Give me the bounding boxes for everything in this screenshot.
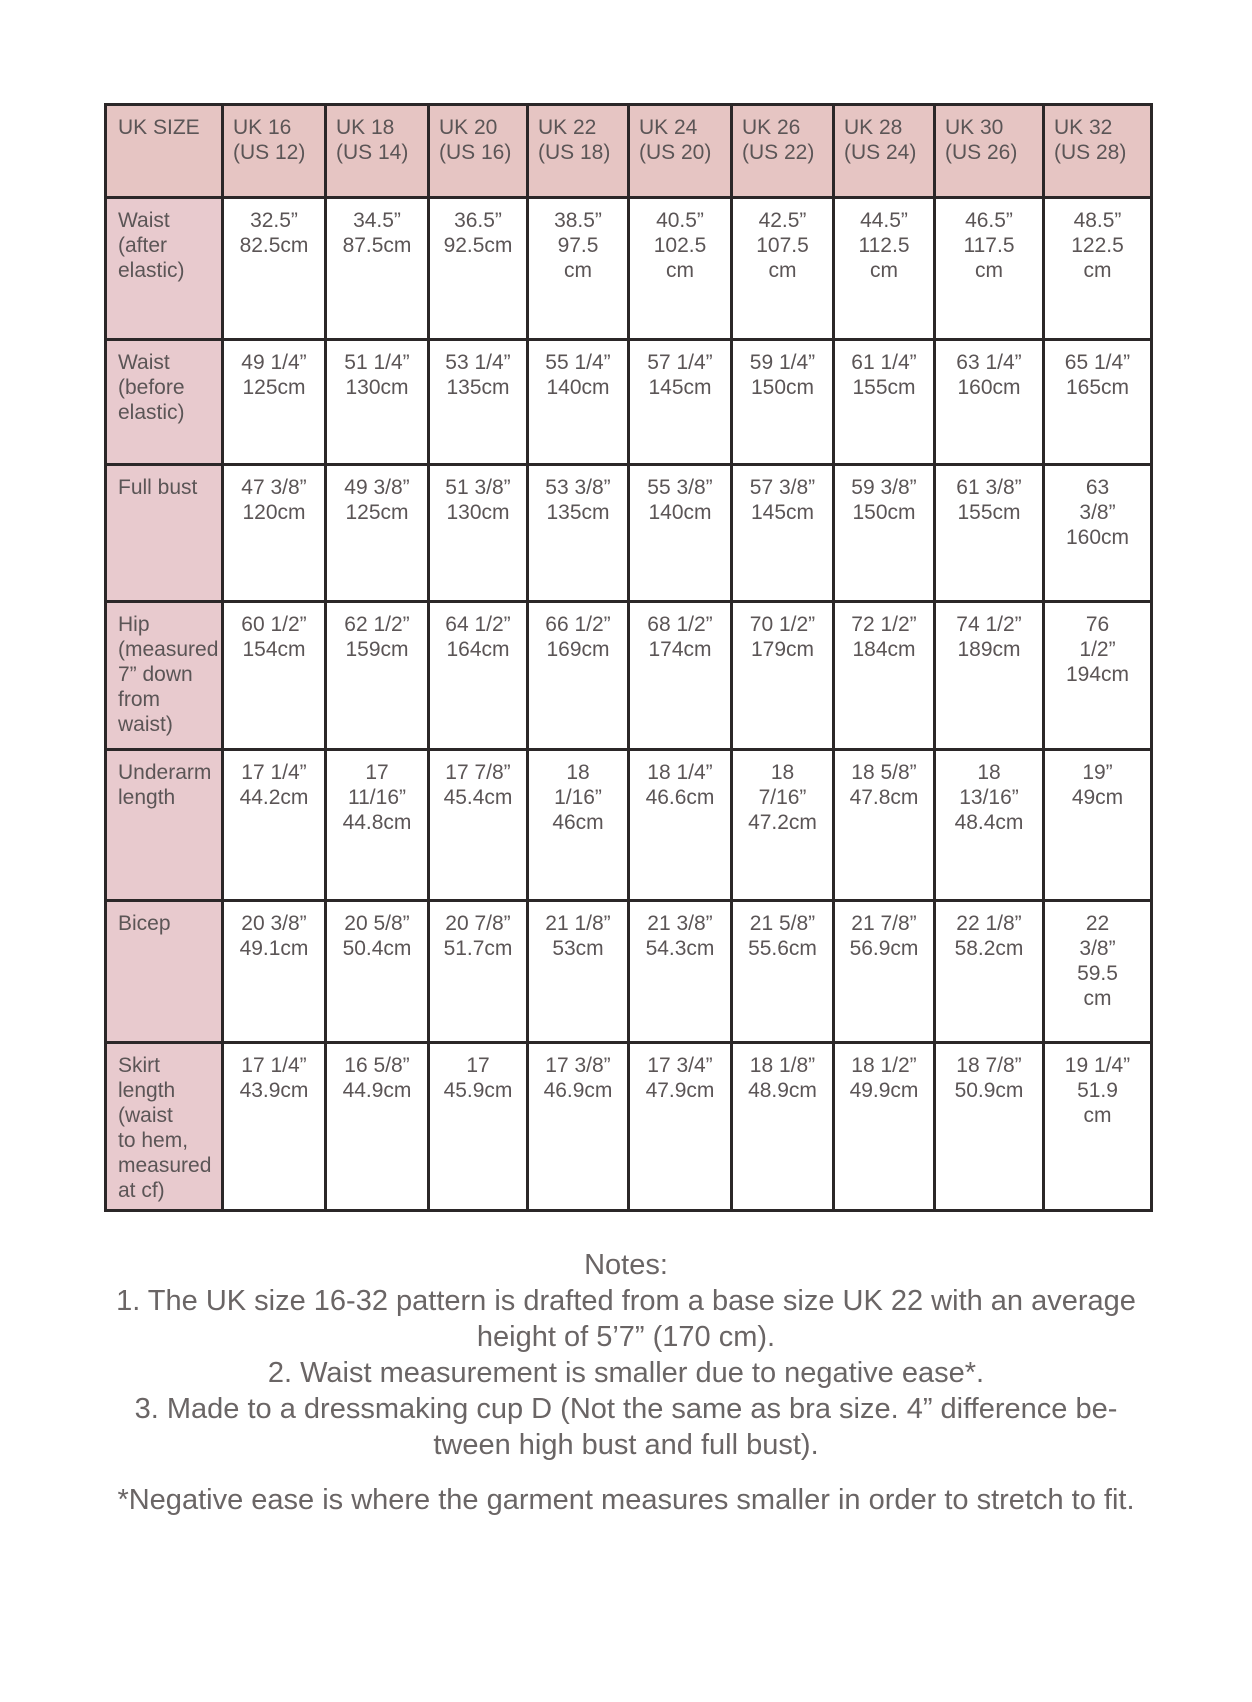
measurement-value: 169cm — [546, 638, 610, 661]
measurement-cell — [629, 602, 732, 750]
measurement-value: 46.9cm — [543, 1079, 613, 1102]
measurement-cell — [528, 602, 629, 750]
measurement-cell — [1044, 1043, 1152, 1211]
measurement-cell — [834, 901, 935, 1043]
measurement-row — [106, 465, 1152, 602]
measurement-value: cm — [870, 259, 898, 282]
measurement-value: cm — [564, 259, 592, 282]
measurement-value: 58.2cm — [954, 937, 1024, 960]
measurement-row — [106, 198, 1152, 340]
measurement-value: 74 1/2” — [956, 613, 1022, 636]
measurement-cell — [429, 340, 528, 465]
measurement-value: 49 3/8” — [344, 476, 410, 499]
row-label-line: (waist — [118, 1104, 173, 1127]
measurement-cell — [732, 750, 834, 901]
size-header — [326, 105, 429, 198]
measurement-cell — [732, 198, 834, 340]
measurement-value: 7/16” — [758, 786, 807, 809]
measurement-cell — [326, 1043, 429, 1211]
measurement-value: 21 5/8” — [749, 912, 816, 935]
measurement-row — [106, 602, 1152, 750]
row-label-line: Waist — [118, 209, 170, 232]
measurement-value: 51 1/4” — [344, 351, 410, 374]
measurement-value: 20 3/8” — [241, 912, 307, 935]
measurement-value: 16 5/8” — [344, 1054, 410, 1077]
measurement-value: 53 1/4” — [445, 351, 511, 374]
row-label — [106, 1043, 223, 1211]
measurement-value: 21 7/8” — [851, 912, 917, 935]
measurement-value: 49.1cm — [239, 937, 309, 960]
measurement-value: 122.5 — [1071, 234, 1124, 257]
row-label-line: (after — [118, 234, 168, 257]
measurement-value: 66 1/2” — [545, 613, 611, 636]
measurement-value: 17 1/4” — [241, 761, 307, 784]
measurement-cell — [629, 901, 732, 1043]
row-label-line: at cf) — [118, 1179, 165, 1202]
size-header — [732, 105, 834, 198]
measurement-cell — [429, 465, 528, 602]
measurement-value: 47.9cm — [645, 1079, 715, 1102]
measurement-cell — [429, 750, 528, 901]
measurement-value: 63 — [1085, 476, 1110, 499]
measurement-value: 70 1/2” — [749, 613, 816, 636]
size-header-line: UK 18 — [336, 116, 395, 139]
measurement-cell — [326, 901, 429, 1043]
row-label — [106, 602, 223, 750]
measurement-value: 65 1/4” — [1064, 351, 1131, 374]
measurement-value: 54.3cm — [645, 937, 715, 960]
measurement-cell — [834, 340, 935, 465]
measurement-value: 47.8cm — [849, 786, 919, 809]
measurement-cell — [528, 340, 629, 465]
measurement-cell — [1044, 750, 1152, 901]
measurement-cell — [732, 901, 834, 1043]
measurement-cell — [223, 901, 326, 1043]
size-header — [834, 105, 935, 198]
row-label-line: Waist — [118, 351, 170, 374]
measurement-value: 17 3/8” — [545, 1054, 611, 1077]
measurement-cell — [528, 465, 629, 602]
measurement-value: 47 3/8” — [241, 476, 307, 499]
measurement-cell — [223, 602, 326, 750]
measurement-value: 19 1/4” — [1064, 1054, 1131, 1077]
measurement-value: cm — [1083, 987, 1112, 1010]
measurement-value: 57 1/4” — [647, 351, 713, 374]
measurement-value: 64 1/2” — [445, 613, 511, 636]
size-header-line: (US 18) — [538, 141, 611, 164]
size-header-line: (US 20) — [639, 141, 712, 164]
measurement-value: 140cm — [648, 501, 712, 524]
measurement-cell — [834, 750, 935, 901]
row-label — [106, 465, 223, 602]
size-header-line: UK 20 — [439, 116, 498, 139]
measurement-value: 46.6cm — [645, 786, 715, 809]
measurement-value: 20 5/8” — [344, 912, 410, 935]
row-label-line: measured — [118, 1154, 212, 1177]
measurement-value: 92.5cm — [443, 234, 513, 257]
measurement-value: 11/16” — [348, 786, 406, 809]
measurement-row — [106, 1043, 1152, 1211]
measurement-value: 22 — [1085, 912, 1110, 935]
size-header — [1044, 105, 1152, 198]
note-line: height of 5’7” (170 cm). — [476, 1321, 776, 1353]
measurement-cell — [629, 198, 732, 340]
size-header — [528, 105, 629, 198]
measurement-cell — [935, 750, 1044, 901]
measurement-value: 22 1/8” — [956, 912, 1022, 935]
measurement-cell — [326, 602, 429, 750]
measurement-value: 32.5” — [250, 209, 298, 232]
measurement-cell — [528, 750, 629, 901]
measurement-cell — [935, 1043, 1044, 1211]
measurement-cell — [429, 602, 528, 750]
row-label-line: 7” down — [118, 663, 193, 686]
measurement-value: 43.9cm — [239, 1079, 309, 1102]
row-label-line: to hem, — [118, 1129, 189, 1152]
measurement-value: 145cm — [648, 376, 712, 399]
measurement-value: 107.5 — [756, 234, 809, 257]
measurement-value: 49.9cm — [849, 1079, 919, 1102]
measurement-value: 51.7cm — [443, 937, 513, 960]
header-label: UK SIZE — [106, 105, 223, 198]
measurement-value: 50.4cm — [342, 937, 412, 960]
measurement-value: 165cm — [1065, 376, 1130, 399]
size-header-line: UK 32 — [1054, 116, 1113, 139]
measurement-value: 21 1/8” — [545, 912, 611, 935]
row-label — [106, 198, 223, 340]
measurement-cell — [326, 340, 429, 465]
row-label-line: Underarm — [118, 761, 212, 784]
measurement-value: 44.2cm — [239, 786, 309, 809]
measurement-value: 36.5” — [454, 209, 502, 232]
measurement-value: 53cm — [552, 937, 604, 960]
measurement-value: 184cm — [852, 638, 916, 661]
row-label-line: Skirt — [118, 1054, 160, 1077]
size-header — [629, 105, 732, 198]
measurement-value: 59 3/8” — [851, 476, 917, 499]
measurement-value: 17 3/4” — [647, 1054, 713, 1077]
measurement-value: 18 — [977, 761, 1001, 784]
measurement-value: 18 1/2” — [851, 1054, 917, 1077]
measurement-cell — [935, 901, 1044, 1043]
row-label-line: length — [118, 786, 176, 809]
measurement-cell — [834, 1043, 935, 1211]
header-row — [106, 105, 1152, 198]
footnote: *Negative ease is where the garment measures smaller in order to stretch to fit. — [117, 1484, 1135, 1516]
measurement-value: 1/2” — [1079, 638, 1116, 661]
measurement-cell — [528, 1043, 629, 1211]
row-label-line: elastic) — [118, 259, 185, 282]
measurement-cell — [935, 340, 1044, 465]
measurement-cell — [834, 602, 935, 750]
size-header-line: (US 24) — [844, 141, 917, 164]
measurement-value: 120cm — [242, 501, 306, 524]
measurement-value: 135cm — [546, 501, 610, 524]
measurement-value: 194cm — [1065, 663, 1130, 686]
measurement-value: 97.5 — [557, 234, 599, 257]
measurement-value: 51 3/8” — [445, 476, 511, 499]
measurement-value: 53 3/8” — [545, 476, 611, 499]
measurement-cell — [732, 1043, 834, 1211]
measurement-value: 13/16” — [959, 786, 1019, 809]
measurement-value: 55.6cm — [748, 937, 817, 960]
measurement-value: 154cm — [242, 638, 306, 661]
notes-title: Notes: — [584, 1249, 668, 1281]
measurement-cell — [935, 602, 1044, 750]
row-label-line: Full bust — [118, 476, 198, 499]
size-header-line: UK 26 — [742, 116, 801, 139]
measurement-value: 155cm — [852, 376, 916, 399]
size-header-line: UK 28 — [844, 116, 903, 139]
measurement-cell — [223, 750, 326, 901]
measurement-value: 164cm — [446, 638, 510, 661]
measurement-cell — [834, 465, 935, 602]
measurement-value: 18 1/4” — [647, 761, 713, 784]
measurement-value: 150cm — [852, 501, 916, 524]
note-line: 3. Made to a dressmaking cup D (Not the same as bra size. 4” difference be- — [134, 1393, 1118, 1425]
measurement-value: 18 7/8” — [956, 1054, 1022, 1077]
measurement-cell — [935, 198, 1044, 340]
measurement-value: 17 7/8” — [445, 761, 511, 784]
measurement-cell — [223, 1043, 326, 1211]
size-header — [429, 105, 528, 198]
measurement-cell — [528, 198, 629, 340]
measurement-value: 17 1/4” — [241, 1054, 307, 1077]
measurement-value: 48.9cm — [748, 1079, 817, 1102]
measurement-row — [106, 750, 1152, 901]
measurement-cell — [732, 340, 834, 465]
measurement-cell — [732, 465, 834, 602]
size-header-line: UK 16 — [233, 116, 292, 139]
size-header-line: UK 22 — [538, 116, 597, 139]
row-label — [106, 750, 223, 901]
measurement-cell — [732, 602, 834, 750]
measurement-value: 44.9cm — [342, 1079, 412, 1102]
measurement-value: 72 1/2” — [851, 613, 917, 636]
measurement-value: 17 — [466, 1054, 490, 1077]
measurement-cell — [1044, 901, 1152, 1043]
measurement-value: cm — [666, 259, 694, 282]
measurement-cell — [429, 1043, 528, 1211]
measurement-cell — [223, 340, 326, 465]
measurement-cell — [326, 750, 429, 901]
size-header-line: (US 28) — [1054, 141, 1127, 164]
measurement-value: 46.5” — [965, 209, 1013, 232]
measurement-value: 49cm — [1071, 786, 1124, 809]
measurement-value: cm — [1083, 1104, 1112, 1127]
row-label-line: (measured — [118, 638, 219, 661]
measurement-value: 17 — [365, 761, 389, 784]
measurement-cell — [935, 465, 1044, 602]
measurement-cell — [629, 465, 732, 602]
measurement-value: 125cm — [242, 376, 306, 399]
measurement-value: 82.5cm — [239, 234, 309, 257]
measurement-value: 57 3/8” — [749, 476, 816, 499]
row-label-line: length — [118, 1079, 176, 1102]
measurement-value: 61 1/4” — [851, 351, 917, 374]
measurement-value: 87.5cm — [342, 234, 412, 257]
measurement-value: 59 1/4” — [749, 351, 816, 374]
size-header-line: UK 24 — [639, 116, 698, 139]
measurement-value: 47.2cm — [748, 811, 817, 834]
measurement-cell — [1044, 465, 1152, 602]
measurement-value: 68 1/2” — [647, 613, 713, 636]
size-chart-table — [104, 103, 1153, 1212]
measurement-value: 51.9 — [1077, 1079, 1118, 1102]
measurement-value: 117.5 — [963, 234, 1015, 257]
size-header — [223, 105, 326, 198]
measurement-value: 3/8” — [1079, 501, 1116, 524]
measurement-cell — [223, 198, 326, 340]
row-label — [106, 340, 223, 465]
measurement-value: 34.5” — [353, 209, 401, 232]
note-line: 1. The UK size 16-32 pattern is drafted from a base size UK 22 with an average — [116, 1285, 1136, 1317]
measurement-value: 45.4cm — [443, 786, 513, 809]
measurement-value: 140cm — [546, 376, 610, 399]
measurement-cell — [429, 198, 528, 340]
measurement-value: 49 1/4” — [241, 351, 307, 374]
measurement-value: 63 1/4” — [956, 351, 1022, 374]
row-label-line: Bicep — [118, 912, 171, 935]
measurement-value: 18 5/8” — [851, 761, 917, 784]
measurement-value: 59.5 — [1077, 962, 1118, 985]
measurement-value: 55 3/8” — [647, 476, 713, 499]
measurement-cell — [429, 901, 528, 1043]
row-label-line: Hip — [118, 613, 150, 636]
measurement-value: 18 — [566, 761, 590, 784]
measurement-cell — [629, 340, 732, 465]
measurement-cell — [629, 750, 732, 901]
measurement-value: 40.5” — [656, 209, 704, 232]
measurement-value: 160cm — [957, 376, 1021, 399]
measurement-value: 48.5” — [1073, 209, 1122, 232]
measurement-value: 61 3/8” — [956, 476, 1022, 499]
row-label-line: waist) — [118, 713, 173, 736]
row-label-line: (before — [118, 376, 185, 399]
measurement-value: 55 1/4” — [545, 351, 611, 374]
measurement-cell — [326, 465, 429, 602]
measurement-cell — [629, 1043, 732, 1211]
measurement-value: 20 7/8” — [445, 912, 511, 935]
measurement-value: 50.9cm — [954, 1079, 1024, 1102]
measurement-value: 44.8cm — [342, 811, 412, 834]
size-header-line: (US 26) — [945, 141, 1018, 164]
measurement-cell — [223, 465, 326, 602]
size-header-line: (US 14) — [336, 141, 409, 164]
size-header — [935, 105, 1044, 198]
measurement-cell — [1044, 602, 1152, 750]
size-header-line: UK 30 — [945, 116, 1004, 139]
measurement-value: 1/16” — [554, 786, 602, 809]
measurement-cell — [834, 198, 935, 340]
measurement-value: cm — [1083, 259, 1112, 282]
measurement-row — [106, 901, 1152, 1043]
measurement-value: 112.5 — [858, 234, 910, 257]
measurement-value: 174cm — [648, 638, 712, 661]
measurement-value: 21 3/8” — [647, 912, 713, 935]
note-line: 2. Waist measurement is smaller due to negative ease*. — [267, 1357, 985, 1389]
measurement-value: 46cm — [552, 811, 604, 834]
measurement-value: 18 — [770, 761, 795, 784]
row-label-line: elastic) — [118, 401, 185, 424]
measurement-value: 145cm — [750, 501, 815, 524]
measurement-cell — [1044, 340, 1152, 465]
measurement-value: 60 1/2” — [241, 613, 307, 636]
measurement-value: cm — [768, 259, 797, 282]
measurement-value: 3/8” — [1079, 937, 1116, 960]
measurement-value: 159cm — [345, 638, 409, 661]
measurement-value: 102.5 — [653, 234, 707, 257]
measurement-value: cm — [975, 259, 1003, 282]
measurement-value: 48.4cm — [954, 811, 1024, 834]
notes-section — [90, 1247, 1162, 1463]
measurement-value: 76 — [1085, 613, 1110, 636]
measurement-value: 125cm — [345, 501, 409, 524]
note-line: tween high bust and full bust). — [433, 1429, 819, 1461]
measurement-value: 155cm — [957, 501, 1021, 524]
measurement-value: 130cm — [345, 376, 409, 399]
measurement-row — [106, 340, 1152, 465]
measurement-value: 42.5” — [758, 209, 807, 232]
measurement-value: 18 1/8” — [749, 1054, 816, 1077]
measurement-value: 135cm — [446, 376, 510, 399]
measurement-cell — [326, 198, 429, 340]
size-header-line: (US 22) — [742, 141, 815, 164]
measurement-value: 56.9cm — [849, 937, 919, 960]
measurement-value: 189cm — [957, 638, 1021, 661]
measurement-value: 179cm — [750, 638, 815, 661]
measurement-value: 160cm — [1065, 526, 1130, 549]
measurement-value: 62 1/2” — [344, 613, 410, 636]
measurement-value: 45.9cm — [443, 1079, 513, 1102]
row-label-line: from — [118, 688, 160, 711]
measurement-value: 150cm — [750, 376, 815, 399]
measurement-value: 130cm — [446, 501, 510, 524]
size-header-line: (US 12) — [233, 141, 306, 164]
size-header-line: (US 16) — [439, 141, 512, 164]
measurement-value: 44.5” — [860, 209, 908, 232]
measurement-cell — [528, 901, 629, 1043]
measurement-cell — [1044, 198, 1152, 340]
row-label — [106, 901, 223, 1043]
measurement-value: 19” — [1082, 761, 1113, 784]
measurement-value: 38.5” — [554, 209, 602, 232]
